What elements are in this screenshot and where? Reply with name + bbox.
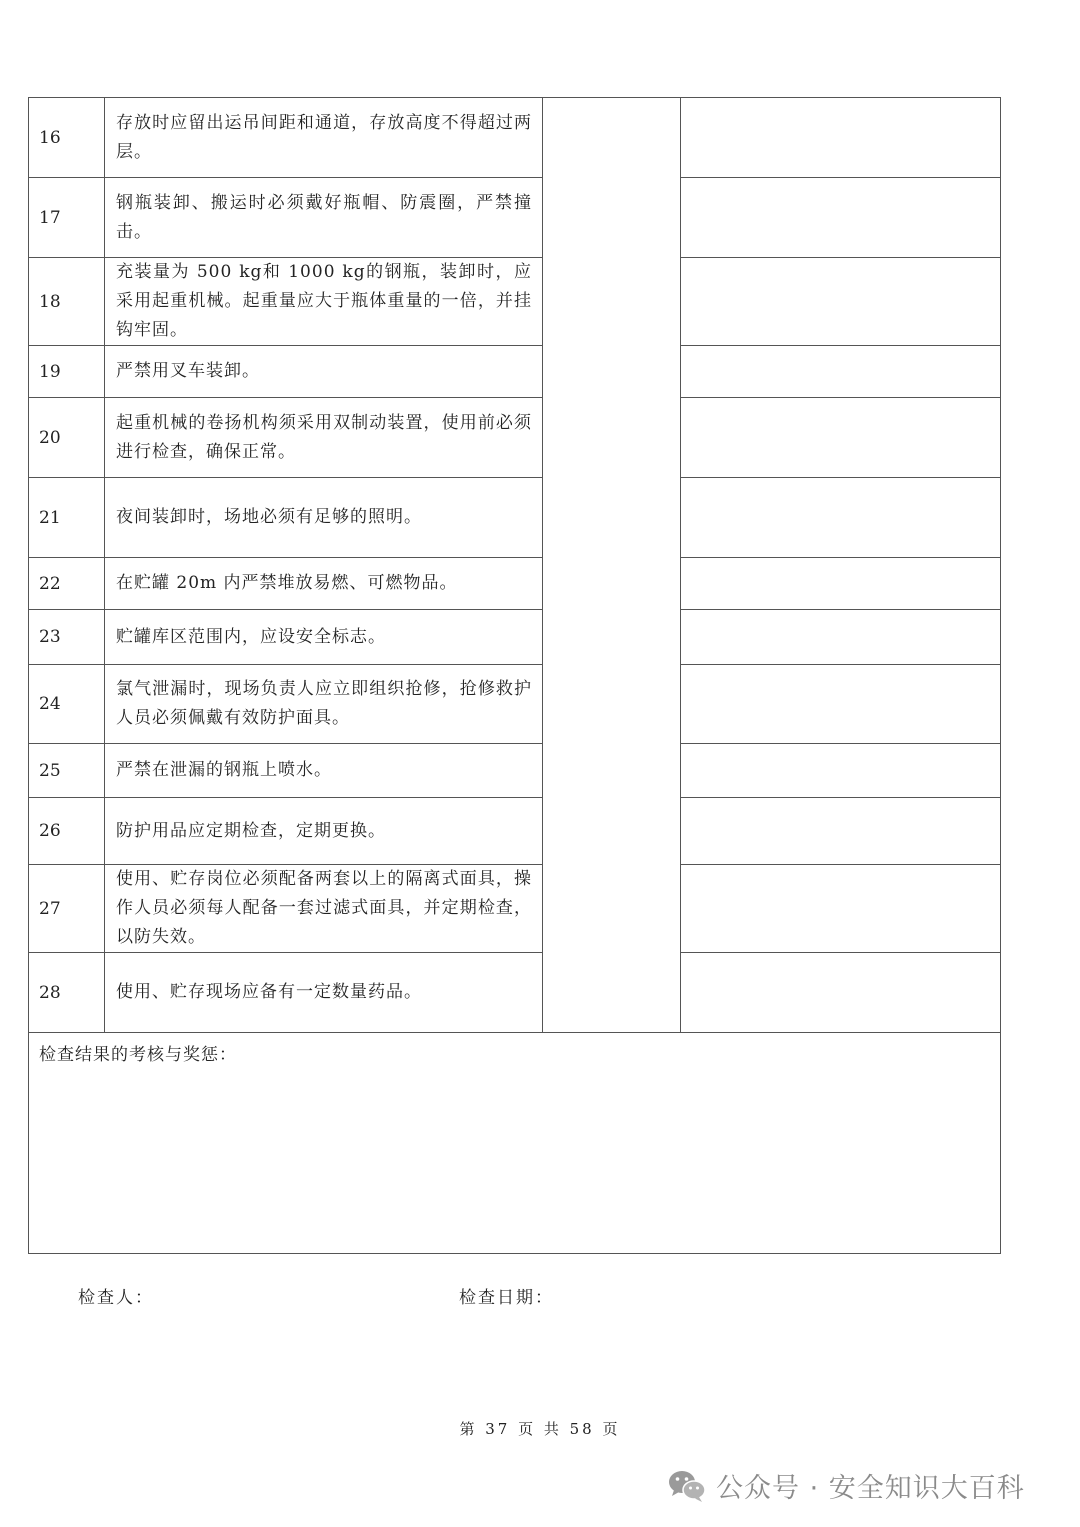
- remarks-cell: [681, 744, 1001, 798]
- inspection-table: [28, 97, 1001, 1254]
- remarks-cell: [681, 346, 1001, 398]
- remarks-cell: [681, 610, 1001, 665]
- row-number: 26: [29, 798, 105, 865]
- watermark-text: 公众号 · 安全知识大百科: [716, 1473, 1025, 1504]
- check-item: 使用、贮存岗位必须配备两套以上的隔离式面具，操作人员必须每人配备一套过滤式面具，并定期检查，以防失效。: [105, 865, 543, 953]
- check-item: 起重机械的卷扬机构须采用双制动装置，使用前必须进行检查，确保正常。: [105, 398, 543, 478]
- row-number: 24: [29, 665, 105, 744]
- row-number: 20: [29, 398, 105, 478]
- result-label: 检查结果的考核与奖惩：: [39, 1045, 237, 1065]
- page-number: 第 37 页 共 58 页: [459, 1420, 621, 1438]
- table-row: [29, 665, 1001, 744]
- check-item: 充装量为 500 kg和 1000 kg的钢瓶，装卸时，应采用起重机械。起重量应大于瓶体重量的一倍，并挂钩牢固。: [105, 258, 543, 346]
- table-row: [29, 98, 1001, 178]
- table-row: [29, 953, 1001, 1033]
- table-row: [29, 798, 1001, 865]
- remarks-cell: [681, 665, 1001, 744]
- remarks-cell: [681, 798, 1001, 865]
- row-number: 19: [29, 346, 105, 398]
- remarks-cell: [681, 398, 1001, 478]
- remarks-cell: [681, 178, 1001, 258]
- remarks-cell: [681, 865, 1001, 953]
- check-item: 严禁用叉车装卸。: [105, 346, 543, 398]
- check-item: 贮罐库区范围内，应设安全标志。: [105, 610, 543, 665]
- table-row: [29, 865, 1001, 953]
- inspector-label: 检查人：: [78, 1288, 154, 1308]
- result-row: [29, 1033, 1001, 1254]
- table-row: [29, 478, 1001, 558]
- row-number: 28: [29, 953, 105, 1033]
- check-item: 防护用品应定期检查，定期更换。: [105, 798, 543, 865]
- row-number: 22: [29, 558, 105, 610]
- watermark: [668, 1466, 1025, 1505]
- table-row: [29, 346, 1001, 398]
- remarks-cell: [681, 98, 1001, 178]
- table-row: [29, 258, 1001, 346]
- check-item: 氯气泄漏时，现场负责人应立即组织抢修，抢修救护人员必须佩戴有效防护面具。: [105, 665, 543, 744]
- inspection-date-label: 检查日期：: [459, 1288, 554, 1308]
- row-number: 23: [29, 610, 105, 665]
- table-row: [29, 178, 1001, 258]
- remarks-cell: [681, 558, 1001, 610]
- row-number: 17: [29, 178, 105, 258]
- remarks-cell: [681, 258, 1001, 346]
- row-number: 27: [29, 865, 105, 953]
- row-number: 25: [29, 744, 105, 798]
- check-item: 严禁在泄漏的钢瓶上喷水。: [105, 744, 543, 798]
- row-number: 16: [29, 98, 105, 178]
- table-row: [29, 398, 1001, 478]
- row-number: 18: [29, 258, 105, 346]
- check-item: 在贮罐 20m 内严禁堆放易燃、可燃物品。: [105, 558, 543, 610]
- check-item: 夜间装卸时，场地必须有足够的照明。: [105, 478, 543, 558]
- check-item: 钢瓶装卸、搬运时必须戴好瓶帽、防震圈，严禁撞击。: [105, 178, 543, 258]
- table-row: [29, 744, 1001, 798]
- remarks-cell: [681, 478, 1001, 558]
- remarks-cell: [681, 953, 1001, 1033]
- result-cell[interactable]: [29, 1033, 1001, 1254]
- merged-result-column: [543, 98, 681, 1033]
- wechat-icon: [668, 1469, 706, 1503]
- check-item: 存放时应留出运吊间距和通道，存放高度不得超过两层。: [105, 98, 543, 178]
- table-row: [29, 558, 1001, 610]
- table-row: [29, 610, 1001, 665]
- check-item: 使用、贮存现场应备有一定数量药品。: [105, 953, 543, 1033]
- row-number: 21: [29, 478, 105, 558]
